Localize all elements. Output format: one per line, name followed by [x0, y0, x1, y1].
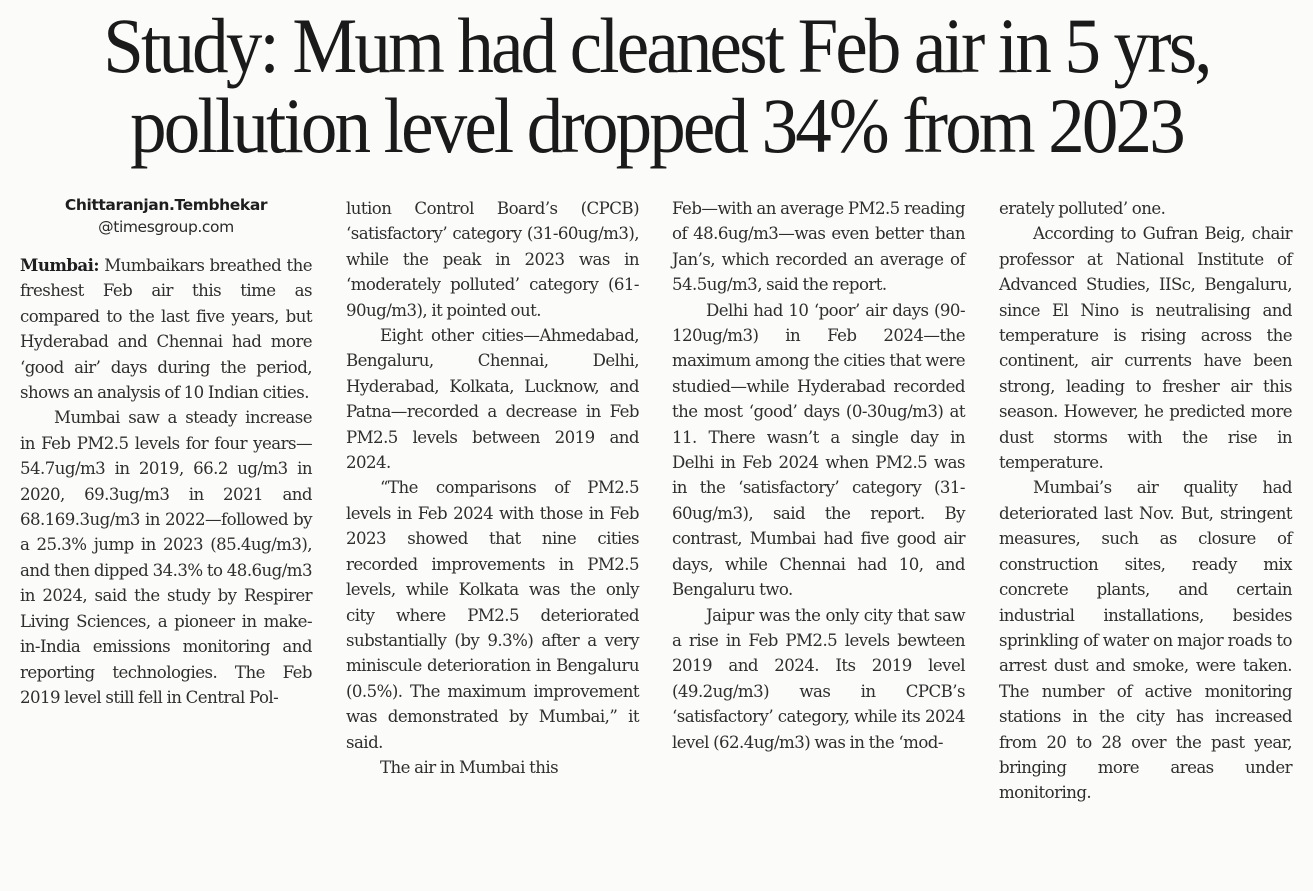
column-1: [20, 188, 312, 710]
byline-email: @timesgroup.com: [98, 218, 234, 236]
paragraph: Feb—with an average PM2.5 reading of 48.6ug/m3—was even better than Jan’s, which recorded an average of 54.5ug/m3, said the report.: [672, 199, 965, 295]
column-4: [999, 188, 1292, 806]
paragraph: Jaipur was the only city that saw a rise in Feb PM2.5 levels bewteen 2019 and 2024. Its 2019 level (49.2ug/m3) was in CPCB’s ‘satisfactory’ category, while its 2024 level (62.4ug/m3) was in the ‘mod-: [672, 605, 965, 752]
paragraph: Delhi had 10 ‘poor’ air days (90-120ug/m3) in Feb 2024—the maximum among the cities that were studied—while Hyderabad recorded the most ‘good’ days (0-30ug/m3) at 11. There wasn’t a single day in Delhi in Feb 2024 when PM2.5 was in the ‘satisfactory’ category (31-60ug/m3), said the report. By contrast, Mumbai had five good air days, while Chennai had 10, and Bengaluru two.: [672, 300, 965, 600]
paragraph-text: Mumbaikars breathed the freshest Feb air this time as compared to the last five years, but Hyderabad and Chennai had more ‘good air’ days during the period, shows an analysis of 10 Indian cities.: [20, 256, 312, 403]
dateline: Mumbai:: [20, 255, 99, 275]
paragraph: erately polluted’ one.: [999, 199, 1166, 218]
headline-line-2: pollution level dropped 34% from 2023: [130, 82, 1183, 169]
paragraph: Mumbai saw a steady increase in Feb PM2.5 levels for four years—54.7ug/m3 in 2019, 66.2 ug/m3 in 2020, 69.3ug/m3 in 2021 and 68.169.3ug/m3 in 2022—followed by a 25.3% jump in 2023 (85.4ug/m3), and then dipped 34.3% to 48.6ug/m3 in 2024, said the study by Respirer Living Sciences, a pioneer in make-in-India emissions monitoring and reporting technologies. The Feb 2019 level still fell in Central Pol-: [20, 408, 312, 707]
byline-author: Chittaranjan.Tembhekar: [64, 196, 268, 214]
paragraph: “The comparisons of PM2.5 levels in Feb 2024 with those in Feb 2023 showed that nine cities recorded improvements in PM2.5 levels, while Kolkata was the only city where PM2.5 deteriorated substantially (by 9.3%) after a very miniscule deterioration in Bengaluru (0.5%). The maximum improvement was demonstrated by Mumbai,” it said.: [346, 478, 639, 752]
headline-line-1: Study: Mum had cleanest Feb air in 5 yrs,: [103, 2, 1210, 89]
paragraph: [20, 253, 312, 405]
headline: [0, 2, 1313, 169]
column-2: [346, 188, 639, 780]
paragraph: Mumbai’s air quality had deteriorated last Nov. But, stringent measures, such as closure of construction sites, ready mix concrete plants, and certain industrial installations, besides sprinkling of water on major roads to arrest dust and smoke, were taken. The number of active monitoring stations in the city has increased from 20 to 28 over the past year, bringing more areas under monitoring.: [999, 478, 1292, 803]
article-body: [0, 188, 1313, 888]
paragraph: lution Control Board’s (CPCB) ‘satisfactory’ category (31-60ug/m3), while the peak in 2023 was in ‘moderately polluted’ category (61-90ug/m3), it pointed out.: [346, 199, 639, 320]
paragraph: The air in Mumbai this: [380, 757, 559, 777]
paragraph: Eight other cities—Ahmedabad, Bengaluru, Chennai, Delhi, Hyderabad, Kolkata, Lucknow, and Patna—recorded a decrease in Feb PM2.5 levels between 2019 and 2024.: [346, 326, 639, 473]
paragraph: According to Gufran Beig, chair professor at National Institute of Advanced Studies, IISc, Bengaluru, since El Nino is neutralising and temperature is rising across the continent, air currents have been strong, leading to fresher air this season. However, he predicted more dust storms with the rise in temperature.: [999, 224, 1292, 473]
byline: [20, 194, 312, 238]
column-3: [672, 188, 965, 755]
